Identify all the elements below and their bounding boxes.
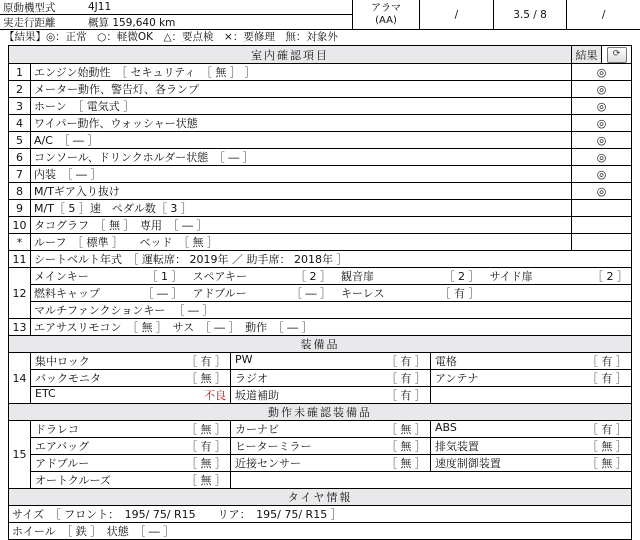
keys-line3 — [31, 302, 632, 319]
row-number: 11 — [9, 251, 31, 268]
key-value: ［ 2 ］ — [443, 270, 480, 283]
row-number: 12 — [9, 268, 31, 319]
top-cell-3: / — [601, 8, 606, 21]
row-text: メーター動作、警告灯、各ランプ — [31, 81, 572, 98]
equipment-value: ［ 有 ］ — [586, 372, 627, 385]
row-text: タコグラフ ［ 無 ］ 専用 ［ ― ］ — [31, 217, 572, 234]
equipment-value: ［ 有 ］ — [185, 355, 226, 368]
equipment-line — [31, 387, 632, 404]
unconfirmed-value: ［ 無 ］ — [586, 440, 627, 453]
row-result — [572, 217, 632, 234]
equipment-value: ［ 無 ］ — [185, 372, 226, 385]
unconfirmed-label: 速度制御装置 — [434, 457, 501, 470]
row-text: ホーン ［ 電気式 ］ — [31, 98, 572, 115]
equipment-label: 集中ロック — [35, 355, 90, 368]
unconfirmed-row — [9, 472, 632, 489]
key-value: ［ 有 ］ — [439, 287, 480, 300]
vehicle-header-left — [0, 0, 352, 29]
unconfirmed-value: ［ 有 ］ — [185, 440, 226, 453]
table-row — [9, 200, 632, 217]
key-value: ［ ― ］ — [142, 287, 183, 300]
table-row — [9, 81, 632, 98]
table-row — [9, 217, 632, 234]
unconfirmed-line — [31, 472, 632, 489]
unconfirmed-value: ［ 無 ］ — [385, 423, 426, 436]
unconfirmed-label: ヒーターミラー — [234, 440, 312, 453]
keys-row-3 — [9, 302, 632, 319]
grade-box — [352, 0, 420, 29]
unconfirmed-row — [9, 455, 632, 472]
unconfirmed-header: 動作未確認装備品 — [9, 404, 632, 421]
result-header: 結果 — [572, 46, 602, 64]
equipment-value: ［ 有 ］ — [385, 389, 426, 402]
row-text: 内装 ［ ― ］ — [31, 166, 572, 183]
grade-line2: (AA) — [375, 14, 397, 26]
equipment-label: アンテナ — [434, 372, 479, 385]
key-label: マルチファンクションキー — [34, 304, 166, 317]
unconfirmed-line — [31, 421, 632, 438]
row-text: エンジン始動性 ［ セキュリティ ［ 無 ］ ］ — [31, 64, 572, 81]
equipment-label: バックモニタ — [35, 372, 101, 385]
key-value: ［ ― ］ — [291, 287, 331, 300]
row-result: ◎ — [572, 98, 632, 115]
row-number: 5 — [9, 132, 31, 149]
equipment-row — [9, 387, 632, 404]
unconfirmed-label: ABS — [434, 421, 457, 434]
row-result: ◎ — [572, 183, 632, 200]
equipment-value: ［ 有 ］ — [586, 355, 627, 368]
key-value: ［ 2 ］ — [592, 270, 628, 283]
row-number: * — [9, 234, 31, 251]
unconfirmed-value: ［ 無 ］ — [185, 457, 226, 470]
mileage-value: 概算 159,640 km — [88, 17, 176, 29]
table-row — [9, 115, 632, 132]
row-number: 4 — [9, 115, 31, 132]
equipment-value-ng: 不良 — [203, 389, 226, 402]
keys-row-2 — [9, 285, 632, 302]
row-result: ◎ — [572, 115, 632, 132]
tire-size-row — [9, 506, 632, 523]
row-text: M/T［ 5 ］速 ペダル数［ 3 ］ — [31, 200, 572, 217]
row-number: 8 — [9, 183, 31, 200]
key-label: メインキー — [34, 270, 89, 283]
tire-size: サイズ ［ フロント： 195/ 75/ R15 リア： 195/ 75/ R15 ］ — [9, 506, 632, 523]
row-number: 14 — [9, 353, 31, 404]
row-number: 7 — [9, 166, 31, 183]
key-label: 観音扉 — [341, 270, 374, 283]
row-number: 10 — [9, 217, 31, 234]
seatbelt-text: シートベルト年式 ［ 運転席： 2019年 ／ 助手席： 2018年 ］ — [31, 251, 632, 268]
key-label: スペアキー — [192, 270, 248, 283]
equipment-label: ラジオ — [234, 372, 268, 385]
grade-line1: アラマ — [371, 2, 401, 14]
unconfirmed-value: ［ 無 ］ — [185, 474, 226, 487]
top-cell-1: / — [420, 0, 494, 29]
inspection-table — [8, 45, 632, 540]
unconfirmed-row — [9, 421, 632, 438]
key-value: ［ ― ］ — [173, 304, 214, 317]
row-result — [572, 200, 632, 217]
equipment-value: ［ 有 ］ — [385, 355, 426, 368]
equipment-row — [9, 353, 632, 370]
seatbelt-row — [9, 251, 632, 268]
table-row — [9, 166, 632, 183]
keys-line2 — [31, 285, 632, 302]
table-row — [9, 98, 632, 115]
row-text: M/Tギア入り抜け — [31, 183, 572, 200]
table-row — [9, 64, 632, 81]
unconfirmed-line — [31, 455, 632, 472]
row-number: 1 — [9, 64, 31, 81]
table-row — [9, 132, 632, 149]
equipment-row — [9, 370, 632, 387]
table-row — [9, 149, 632, 166]
unconfirmed-value: ［ 無 ］ — [586, 457, 627, 470]
interior-header-row — [9, 46, 632, 64]
equipment-label: PW — [234, 353, 253, 366]
airsus-text: エアサスリモコン ［ 無 ］ サス ［ ― ］ 動作 ［ ― ］ — [31, 319, 632, 336]
equipment-header-row — [9, 336, 632, 353]
mileage-label: 実走行距離 — [3, 17, 56, 29]
engine-model-value: 4J11 — [88, 1, 112, 13]
row-text: コンソール、ドリンクホルダー状態 ［ ― ］ — [31, 149, 572, 166]
unconfirmed-label: オートクルーズ — [35, 474, 111, 487]
row-result: ◎ — [572, 149, 632, 166]
key-value: ［ 1 ］ — [146, 270, 183, 283]
equipment-line — [31, 353, 632, 370]
unconfirmed-value: ［ 無 ］ — [385, 457, 426, 470]
vehicle-header — [0, 0, 640, 30]
key-label: サイド扉 — [489, 270, 533, 283]
unconfirmed-label: カーナビ — [234, 423, 279, 436]
equipment-value: ［ 有 ］ — [385, 372, 426, 385]
unconfirmed-row — [9, 438, 632, 455]
row-result: ◎ — [572, 132, 632, 149]
row-number: 13 — [9, 319, 31, 336]
key-value: ［ 2 ］ — [295, 270, 331, 283]
keys-line1 — [31, 268, 632, 285]
refresh-icon[interactable]: ⟳ — [607, 47, 627, 63]
result-legend: 【結果】◎：正常 ○：軽微OK △：要点検 ×：要修理 無：対象外 — [4, 31, 338, 43]
row-number: 2 — [9, 81, 31, 98]
interior-header: 室内確認項目 — [9, 46, 572, 64]
mileage-row — [0, 15, 352, 30]
unconfirmed-label: エアバッグ — [35, 440, 90, 453]
unconfirmed-label: アドブルー — [35, 457, 90, 470]
row-number: 3 — [9, 98, 31, 115]
equipment-label: 電格 — [434, 355, 457, 368]
row-result: ◎ — [572, 81, 632, 98]
unconfirmed-value: ［ 無 ］ — [185, 423, 226, 436]
key-label: アドブルー — [192, 287, 247, 300]
airsus-row — [9, 319, 632, 336]
row-result: ◎ — [572, 64, 632, 81]
keys-row — [9, 268, 632, 285]
unconfirmed-header-row — [9, 404, 632, 421]
unconfirmed-label: 排気装置 — [434, 440, 479, 453]
row-number: 15 — [9, 421, 31, 489]
tire-header: タイヤ情報 — [9, 489, 632, 506]
engine-model-label: 原動機型式 — [3, 1, 56, 14]
unconfirmed-value: ［ 無 ］ — [385, 440, 426, 453]
equipment-label: ETC — [35, 387, 56, 400]
table-row — [9, 234, 632, 251]
refresh-cell[interactable] — [602, 46, 632, 64]
top-cell-2: 3.5 / 8 — [494, 0, 568, 29]
tire-wheel-row — [9, 523, 632, 540]
unconfirmed-line — [31, 438, 632, 455]
unconfirmed-label: ドラレコ — [35, 423, 79, 436]
row-text: A/C ［ ― ］ — [31, 132, 572, 149]
unconfirmed-label: 近接センサー — [234, 457, 301, 470]
row-text: ルーフ ［ 標準 ］ ベッド ［ 無 ］ — [31, 234, 572, 251]
tire-wheel: ホイール ［ 鉄 ］ 状態 ［ ― ］ — [9, 523, 632, 540]
row-text: ワイパー動作、ウォッシャー状態 — [31, 115, 572, 132]
row-number: 6 — [9, 149, 31, 166]
row-result — [572, 234, 632, 251]
key-label: キーレス — [341, 287, 385, 300]
key-label: 燃料キャップ — [34, 287, 100, 300]
engine-model-row — [0, 0, 352, 15]
row-result: ◎ — [572, 166, 632, 183]
table-row — [9, 183, 632, 200]
row-number: 9 — [9, 200, 31, 217]
unconfirmed-value: ［ 有 ］ — [586, 423, 627, 436]
equipment-label: 坂道補助 — [234, 389, 279, 402]
equipment-line — [31, 370, 632, 387]
equipment-header: 装備品 — [9, 336, 632, 353]
tire-header-row — [9, 489, 632, 506]
